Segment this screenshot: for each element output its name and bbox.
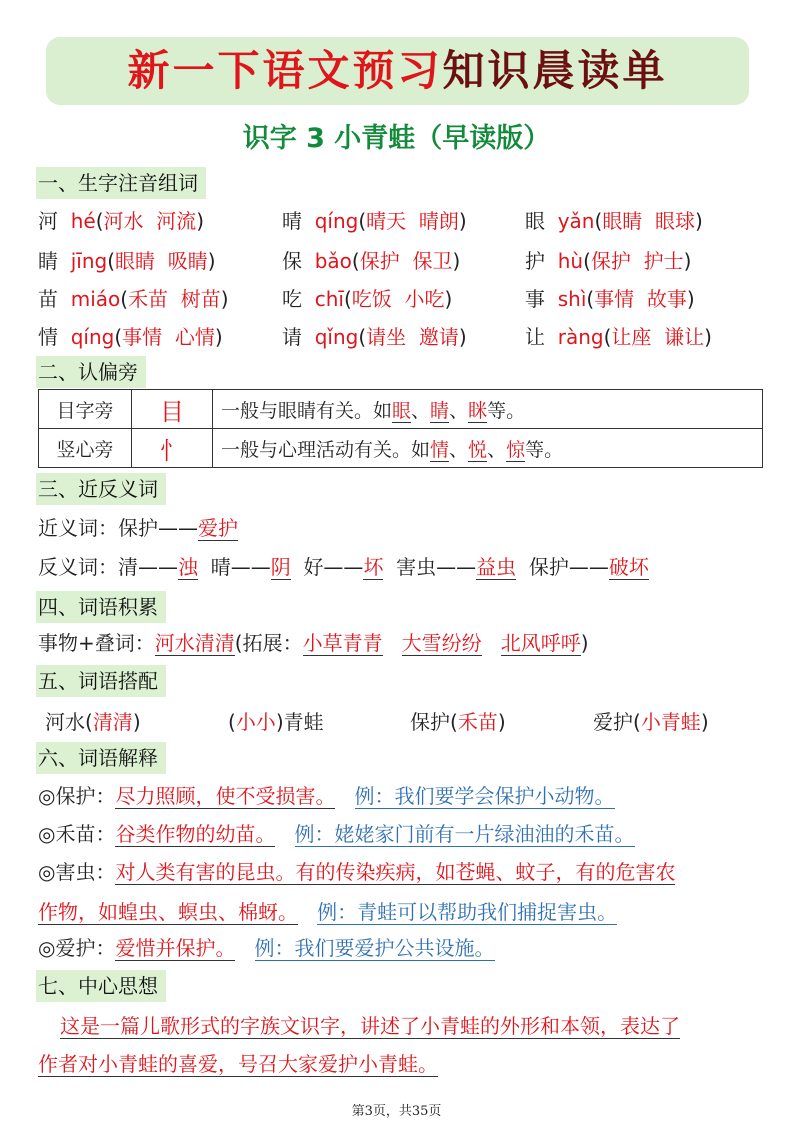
word: 眼球 <box>655 209 696 233</box>
word: 事情 <box>594 287 635 311</box>
collocation-item: 河水(清清) <box>45 710 141 734</box>
word: 河水 <box>103 209 144 233</box>
section-heading-characters: 一、生字注音组词 <box>36 167 206 199</box>
character: 眼 <box>525 209 545 233</box>
explanation-item: ◎害虫：对人类有害的昆虫。有的传染疾病，如苍蝇、蚊子，有的危害农 <box>38 860 676 884</box>
radical-glyph: 忄 <box>132 429 213 468</box>
radical-description: 一般与心理活动有关。如情、悦、惊等。 <box>213 429 763 468</box>
section-heading-central-idea: 七、中心思想 <box>36 970 166 1002</box>
summary-line: 作者对小青蛙的喜爱，号召大家爱护小青蛙。 <box>38 1052 438 1076</box>
character: 吃 <box>282 287 302 311</box>
character-entry: 眼 yǎn(眼睛 眼球) <box>525 209 703 233</box>
character: 睛 <box>38 249 58 273</box>
word: 禾苗 <box>128 287 169 311</box>
radical-table <box>38 389 763 468</box>
banner-title-part1: 新一下语文预习 <box>127 46 443 95</box>
word: 谦让 <box>664 325 705 349</box>
page-banner <box>46 37 749 105</box>
accumulation-line: 事物+叠词：河水清清(拓展：小草青青 大雪纷纷 北风呼呼) <box>38 631 589 655</box>
pinyin: qíng <box>314 209 359 233</box>
word: 眼睛 <box>602 209 643 233</box>
explanation-item-continued: 作物，如蝗虫、螟虫、棉蚜。 例：青蛙可以帮助我们捕捉害虫。 <box>38 900 618 924</box>
character: 请 <box>282 325 302 349</box>
word: 河流 <box>156 209 197 233</box>
character: 护 <box>525 249 545 273</box>
pinyin: shì <box>557 287 587 311</box>
radical-glyph: 目 <box>132 390 213 429</box>
pinyin: jīng <box>70 249 108 273</box>
lesson-subtitle: 识字 3 小青蛙（早读版） <box>242 123 551 154</box>
explanation-item: ◎爱护：爱惜并保护。 例：我们要爱护公共设施。 <box>38 936 495 960</box>
character: 保 <box>282 249 302 273</box>
word: 护士 <box>643 249 684 273</box>
banner-title-part2: 知识晨读单 <box>442 46 668 95</box>
character-entry: 让 ràng(让座 谦让) <box>525 325 712 349</box>
word: 晴天 <box>366 209 407 233</box>
word: 树苗 <box>180 287 221 311</box>
radical-name: 竖心旁 <box>39 429 132 468</box>
character: 河 <box>38 209 58 233</box>
radical-description: 一般与眼睛有关。如眼、睛、眯等。 <box>213 390 763 429</box>
pinyin: bǎo <box>314 249 352 273</box>
word: 事情 <box>122 325 163 349</box>
pinyin: qǐng <box>314 325 359 349</box>
character-entry: 睛 jīng(眼睛 吸睛) <box>38 249 216 273</box>
pinyin: qíng <box>70 325 115 349</box>
word: 保卫 <box>412 249 453 273</box>
word: 眼睛 <box>115 249 156 273</box>
character-entry: 请 qǐng(请坐 邀请) <box>282 325 467 349</box>
collocation-item: (小小)青蛙 <box>228 710 324 734</box>
character: 情 <box>38 325 58 349</box>
section-heading-explanations: 六、词语解释 <box>36 742 166 774</box>
explanation-item: ◎保护：尽力照顾，使不受损害。 例：我们要学会保护小动物。 <box>38 784 615 808</box>
pinyin: chī <box>314 287 344 311</box>
table-row <box>39 429 763 468</box>
antonym-line: 反义词：清——浊 晴——阴 好——坏 害虫——益虫 保护——破坏 <box>38 555 649 579</box>
word: 保护 <box>590 249 631 273</box>
word: 吃饭 <box>351 287 392 311</box>
table-row <box>39 390 763 429</box>
radical-name: 目字旁 <box>39 390 132 429</box>
character: 事 <box>525 287 545 311</box>
section-heading-collocations: 五、词语搭配 <box>36 665 166 697</box>
character-entry: 保 bǎo(保护 保卫) <box>282 249 461 273</box>
summary-line: 这是一篇儿歌形式的字族文识字，讲述了小青蛙的外形和本领，表达了 <box>60 1014 680 1038</box>
character-entry: 晴 qíng(晴天 晴朗) <box>282 209 467 233</box>
word: 保护 <box>359 249 400 273</box>
character-entry: 事 shì(事情 故事) <box>525 287 695 311</box>
pinyin: yǎn <box>557 209 595 233</box>
pinyin: hé <box>70 209 96 233</box>
section-heading-radicals: 二、认偏旁 <box>36 356 146 388</box>
word: 小吃 <box>404 287 445 311</box>
collocation-item: 爱护(小青蛙) <box>593 710 709 734</box>
word: 心情 <box>174 325 215 349</box>
collocation-item: 保护(禾苗) <box>410 710 506 734</box>
word: 邀请 <box>418 325 459 349</box>
pinyin: hù <box>557 249 584 273</box>
word: 晴朗 <box>418 209 459 233</box>
section-heading-accumulation: 四、词语积累 <box>36 591 166 623</box>
character-entry: 护 hù(保护 护士) <box>525 249 692 273</box>
word: 吸睛 <box>167 249 208 273</box>
character-entry: 情 qíng(事情 心情) <box>38 325 223 349</box>
explanation-item: ◎禾苗：谷类作物的幼苗。 例：姥姥家门前有一片绿油油的禾苗。 <box>38 822 635 846</box>
character-entry: 吃 chī(吃饭 小吃) <box>282 287 453 311</box>
pinyin: ràng <box>557 325 604 349</box>
character: 让 <box>525 325 545 349</box>
character-entry: 河 hé(河水 河流) <box>38 209 205 233</box>
section-heading-synonyms-antonyms: 三、近反义词 <box>36 473 166 505</box>
synonym-line: 近义词：保护——爱护 <box>38 516 238 540</box>
character: 晴 <box>282 209 302 233</box>
word: 故事 <box>646 287 687 311</box>
pinyin: miáo <box>70 287 121 311</box>
character: 苗 <box>38 287 58 311</box>
character-entry: 苗 miáo(禾苗 树苗) <box>38 287 229 311</box>
word: 让座 <box>611 325 652 349</box>
page-footer: 第3页，共35页 <box>351 1104 442 1119</box>
word: 请坐 <box>366 325 407 349</box>
